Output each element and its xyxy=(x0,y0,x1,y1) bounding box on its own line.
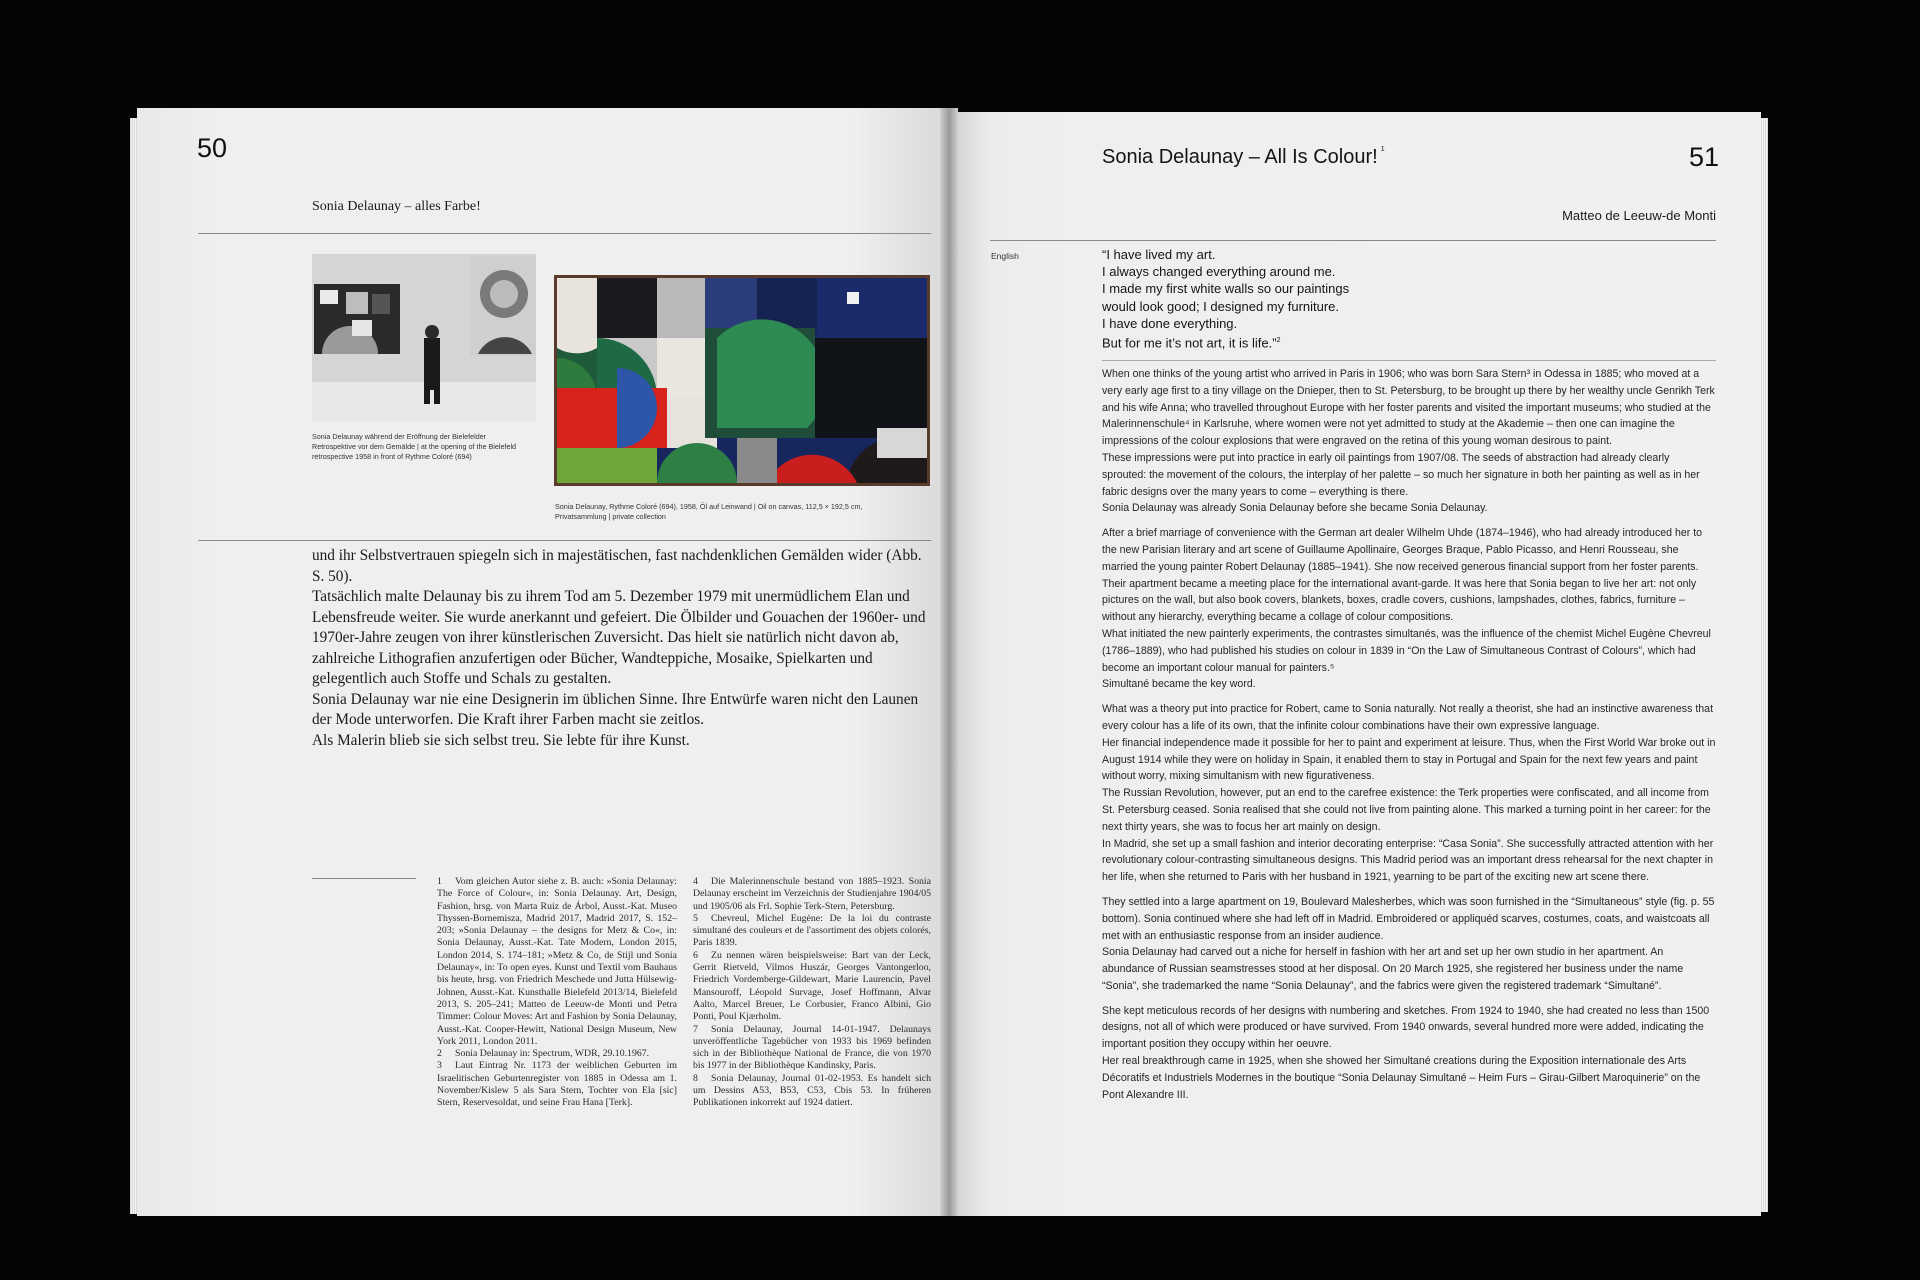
footnotes-column-2 xyxy=(693,876,931,1110)
page-number-left: 50 xyxy=(197,133,228,163)
body-paragraph: In Madrid, she set up a small fashion and interior decorating enterprise: “Casa Sonia”. She successfully attracted attention with her revolutionary colour-contrasting simultaneous designs. This Madrid period was an important dress rehearsal for the next chapter in her life, when she returned to Paris with her husband in 1921, yearning to be part of the exciting new art scene there. xyxy=(1102,837,1714,884)
quote-line: I always changed everything around me. xyxy=(1102,264,1336,280)
body-paragraph: The Russian Revolution, however, put an end to the carefree existence: the Terk properties were confiscated, and all income from St. Petersburg ceased. Sonia realised that she could not live from painting alone. This marked a turning point in her career: for the next thirty years, she was to focus her art mainly on design. xyxy=(1102,787,1711,833)
body-paragraph: und ihr Selbstvertrauen spiegeln sich in majestätischen, fast nachdenklichen Gemälden wider (Abb. S. 50). xyxy=(312,547,922,585)
body-paragraph: What was a theory put into practice for Robert, came to Sonia naturally. Not really a theorist, she had an instinctive awareness that every colour has a life of its own, that the infinite colour combinations have their own expressive language. xyxy=(1102,703,1714,732)
footnote xyxy=(693,1024,931,1073)
footnote-text: Sonia Delaunay in: Spectrum, WDR, 29.10.1967. xyxy=(455,1048,650,1060)
body-paragraph: Her real breakthrough came in 1925, when she showed her Simultané creations during the Exposition internationale des Arts Décoratifs et Industriels Modernes in the boutique “Sonia Delaunay Simultané – Heim Furs – Girau-Gilbert Maroquinerie” on the Pont Alexandre III. xyxy=(1102,1055,1701,1101)
author-name: Matteo de Leeuw-de Monti xyxy=(1562,208,1716,223)
body-paragraph: Sonia Delaunay war nie eine Designerin im üblichen Sinne. Ihre Entwürfe waren nicht den Launen der Mode unterworfen. Die Kraft ihrer Farben macht sie zeitlos. xyxy=(312,690,919,728)
body-paragraph: When one thinks of the young artist who arrived in Paris in 1906; who was born Sara Stern³ in Odessa in 1885; who moved at a very early age first to a tiny village on the Dnieper, then to St. Petersburg, to be brought up there by her wealthy uncle Genrikh Terk and his wife Anna; who travelled throughout Europe with her foster parents and visited the important museums; who studied at the Malerinnenschule⁴ in Karlsruhe, where women were not yet admitted to study at the Akademie – then one can imagine the impressions of the colour explosions that were engraved on the retina of this young woman desirous to paint. xyxy=(1102,368,1715,448)
footnote-text: Chevreul, Michel Eugène: De la loi du contraste simultané des couleurs et de l'assortiment des objets colorés, Paris 1839. xyxy=(693,912,931,949)
footnote xyxy=(693,1073,931,1110)
body-paragraph: She kept meticulous records of her designs with numbering and sketches. From 1924 to 1940, she had created no less than 1500 designs, not all of which were produced or have survived. From 1940 onwards, several hundred more were added, indicating the important position they occupy within her oeuvre. xyxy=(1102,1004,1710,1051)
body-paragraph: After a brief marriage of convenience with the German art dealer Wilhelm Uhde (1874–1946), who had already introduced her to the new Parisian literary and art scene of Guillaume Apollinaire, Georges Braque, Pablo Picasso, and Henri Rousseau, she married the young painter Robert Delaunay (1885–1941). She now received generous financial support from her foster parents. Their apartment became a meeting place for the international avant-garde. It was here that Sonia began to live her art: not only pictures on the wall, but also book covers, blankets, boxes, cradle covers, cushions, lampshades, clothes, fabrics, furniture – without any hierarchy, everything became a collage of colour compositions. xyxy=(1102,527,1703,624)
body-paragraph: Sonia Delaunay was already Sonia Delaunay before she became Sonia Delaunay. xyxy=(1102,502,1488,515)
article-title-text: Sonia Delaunay – All Is Colour! xyxy=(1102,146,1378,168)
quote-line: I made my first white walls so our paintings xyxy=(1102,281,1350,297)
quote-footnote-ref: 2 xyxy=(1276,337,1281,345)
footnote xyxy=(693,913,931,950)
body-paragraph: These impressions were put into practice in early oil paintings from 1907/08. The seeds of abstraction had already clearly sprouted: the movement of the colours, the interplay of her palette – so much her signature in both her painting as well as in her fabric designs over the many years to come – everything is there. xyxy=(1102,451,1700,498)
footnote-text: Laut Eintrag Nr. 1173 der weiblichen Geburten im Israelitischen Geburtenregister von 1885 in Odessa am 1. November/Kislew 5 als Sara Stern, Tochter von Ela [sic] Stern, Reservesoldat, und seine Frau Hana [Terk]. xyxy=(437,1060,677,1109)
painting-rythme-colore xyxy=(554,275,930,486)
painting-image xyxy=(557,278,927,483)
body-paragraph: Als Malerin blieb sie sich selbst treu. Sie lebte für ihre Kunst. xyxy=(312,731,690,749)
book-gutter xyxy=(940,108,958,1216)
footnote xyxy=(437,1048,677,1060)
quote-line: would look good; I designed my furniture. xyxy=(1102,298,1340,314)
footnote-number: 3 xyxy=(437,1060,442,1072)
quote-line: But for me it’s not art, it is life.” xyxy=(1102,335,1277,351)
footnote-text: Sonia Delaunay, Journal 14-01-1947. Delaunays unveröffentliche Tagebücher von 1933 bis 1969 befinden sich in der Bibliothèque National de France, die von 1970 bis 1977 in der Bibliothèque Kandinsky, Paris. xyxy=(693,1023,931,1072)
footnote-text: Sonia Delaunay, Journal 01-02-1953. Es handelt sich um Dessins A53, B53, C53, Cbis 53. In früheren Publikationen inkorrekt auf 1924 datiert. xyxy=(693,1072,931,1109)
body-paragraph: What initiated the new painterly experiments, the contrastes simultanés, was the influence of the chemist Michel Eugène Chevreul (1786–1889), who had published his studies on colour in 1839 in “On the Law of Simultaneous Contrast of Colours”, which had become an important colour manual for painters.⁵ xyxy=(1102,627,1711,674)
body-paragraph: Tatsächlich malte Delaunay bis zu ihrem Tod am 5. Dezember 1979 mit unermüdlichem Elan und Lebensfreude weiter. Sie wurde anerkannt und gefeiert. Die Ölbilder und Gouachen der 1960er- und 1970er-Jahre zeugen von ihrer künstlerischen Zuversicht. Das hielt sie natürlich nicht davon ab, zahlreiche Lithografien anzufertigen oder Bücher, Wandteppiche, Mosaike, Spielkarten und gelegentlich auch Stoffe und Schals zu gestalten. xyxy=(312,588,926,687)
footnote-rule xyxy=(312,878,416,879)
footnote-text: Die Malerinnenschule bestand von 1885–1923. Sonia Delaunay erscheint im Verzeichnis der Studienjahre 1904/05 und 1905/06 als Frl. Sophie Terk-Stern, Petersburg. xyxy=(693,876,931,912)
footnote-text: Zu nennen wären beispielsweise: Bart van der Leck, Gerrit Rietveld, Vilmos Huszár, Georges Vantongerloo, Friedrich Vordemberge-Gildewart, Marie Laurencin, Pavel Mansouroff, Léopold Survage, Josef Hoffmann, Alvar Aalto, Marcel Breuer, Le Corbusier, Franco Albini, Gio Ponti, Poul Kjærholm. xyxy=(693,949,931,1023)
quote-line: I have done everything. xyxy=(1102,315,1238,331)
running-title-left: Sonia Delaunay – alles Farbe! xyxy=(312,199,481,214)
article-title xyxy=(1102,146,1385,169)
title-footnote-ref: 1 xyxy=(1380,146,1385,153)
opening-quote xyxy=(1102,246,1462,352)
footnote-number: 5 xyxy=(693,912,698,924)
photo-caption: Sonia Delaunay während der Eröffnung der Bielefelder Retrospektive vor dem Gemälde | at the opening of the Bielefeld retrospective 1958 in front of Rythme Coloré (694) xyxy=(312,432,517,461)
language-label: English xyxy=(991,251,1019,261)
body-paragraph: Sonia Delaunay had carved out a niche for herself in fashion with her art and set up her own studio in her apartment. An abundance of Russian seamstresses stood at her disposal. On 20 March 1925, she registered her business under the name “Sonia”, she trademarked the name “Sonia Delaunay”, and the fabrics were given the registered trademark “Simultané”. xyxy=(1102,946,1684,992)
body-paragraph: Her financial independence made it possible for her to paint and experiment at leisure. Thus, when the First World War broke out in August 1914 while they were on holiday in Spain, it enabled them to stay in Portugal and Spain for the next few years and paint without worry, mixing simultanism with new figurativeness. xyxy=(1102,736,1716,783)
footnote xyxy=(693,950,931,1024)
header-rule-right xyxy=(990,240,1716,241)
footnotes-column-1 xyxy=(437,876,677,1110)
body-paragraph: Simultané became the key word. xyxy=(1102,678,1256,691)
footnote-number: 8 xyxy=(693,1072,698,1084)
section-rule-left xyxy=(198,540,931,541)
exhibition-photo xyxy=(312,254,536,422)
header-rule-left xyxy=(198,233,931,234)
quote-rule xyxy=(1102,360,1716,361)
body-text-de xyxy=(312,546,932,751)
body-paragraph: They settled into a large apartment on 19, Boulevard Malesherbes, which was soon furnished in the “Simultaneous” style (fig. p. 55 bottom). Sonia continued where she had left off in Madrid. Embroidered or appliquéd scarves, costumes, coats, and waistcoats all met with an enthusiastic response from an insider audience. xyxy=(1102,895,1715,942)
footnote-number: 7 xyxy=(693,1023,698,1035)
painting-caption-line2: Privatsammlung | private collection xyxy=(555,512,666,521)
footnote-number: 4 xyxy=(693,876,698,887)
page-edge-right xyxy=(1760,118,1768,1212)
footnote xyxy=(437,1060,677,1109)
footnote-number: 2 xyxy=(437,1048,442,1060)
page-number-right: 51 xyxy=(1689,142,1720,172)
quote-line: “I have lived my art. xyxy=(1102,247,1216,262)
exhibition-photo-image xyxy=(312,254,536,422)
footnote-number: 6 xyxy=(693,949,698,961)
painting-caption xyxy=(555,502,935,522)
footnote-number: 1 xyxy=(437,876,442,887)
painting-caption-line1: Sonia Delaunay, Rythme Coloré (694), 1958, Öl auf Leinwand | Oil on canvas, 112,5 × 192,5 cm, xyxy=(555,502,863,511)
footnote xyxy=(437,876,677,1048)
footnote-text: Vom gleichen Autor siehe z. B. auch: »Sonia Delaunay: The Force of Colour«, in: Sonia Delaunay. Art, Design, Fashion, hrsg. von Marta Ruiz de Árbol, Ausst.-Kat. Museo Thyssen-Bornemisza, Madrid 2017, Madrid 2017, S. 152–203; »Sonia Delaunay – the designs for Metz & Co«, in: Sonia Delaunay, Ausst.-Kat. Tate Modern, London 2015, London 2014, S. 174–181; »Metz & Co, de Stijl und Sonia Delaunay«, in: To open eyes. Kunst und Textil vom Bauhaus bis heute, hrsg. von Friedrich Meschede und Jutta Hülsewig-Johnen, Ausst.-Kat. Kunsthalle Bielefeld 2013/14, Bielefeld 2013, S. 205–241; Matteo de Leeuw-de Monti und Petra Timmer: Colour Moves: Art and Fashion by Sonia Delaunay, Ausst.-Kat. Cooper-Hewitt, National Design Museum, New York 2011, London 2011. xyxy=(437,876,677,1047)
footnote xyxy=(693,876,931,913)
body-text-en xyxy=(1102,366,1716,1103)
